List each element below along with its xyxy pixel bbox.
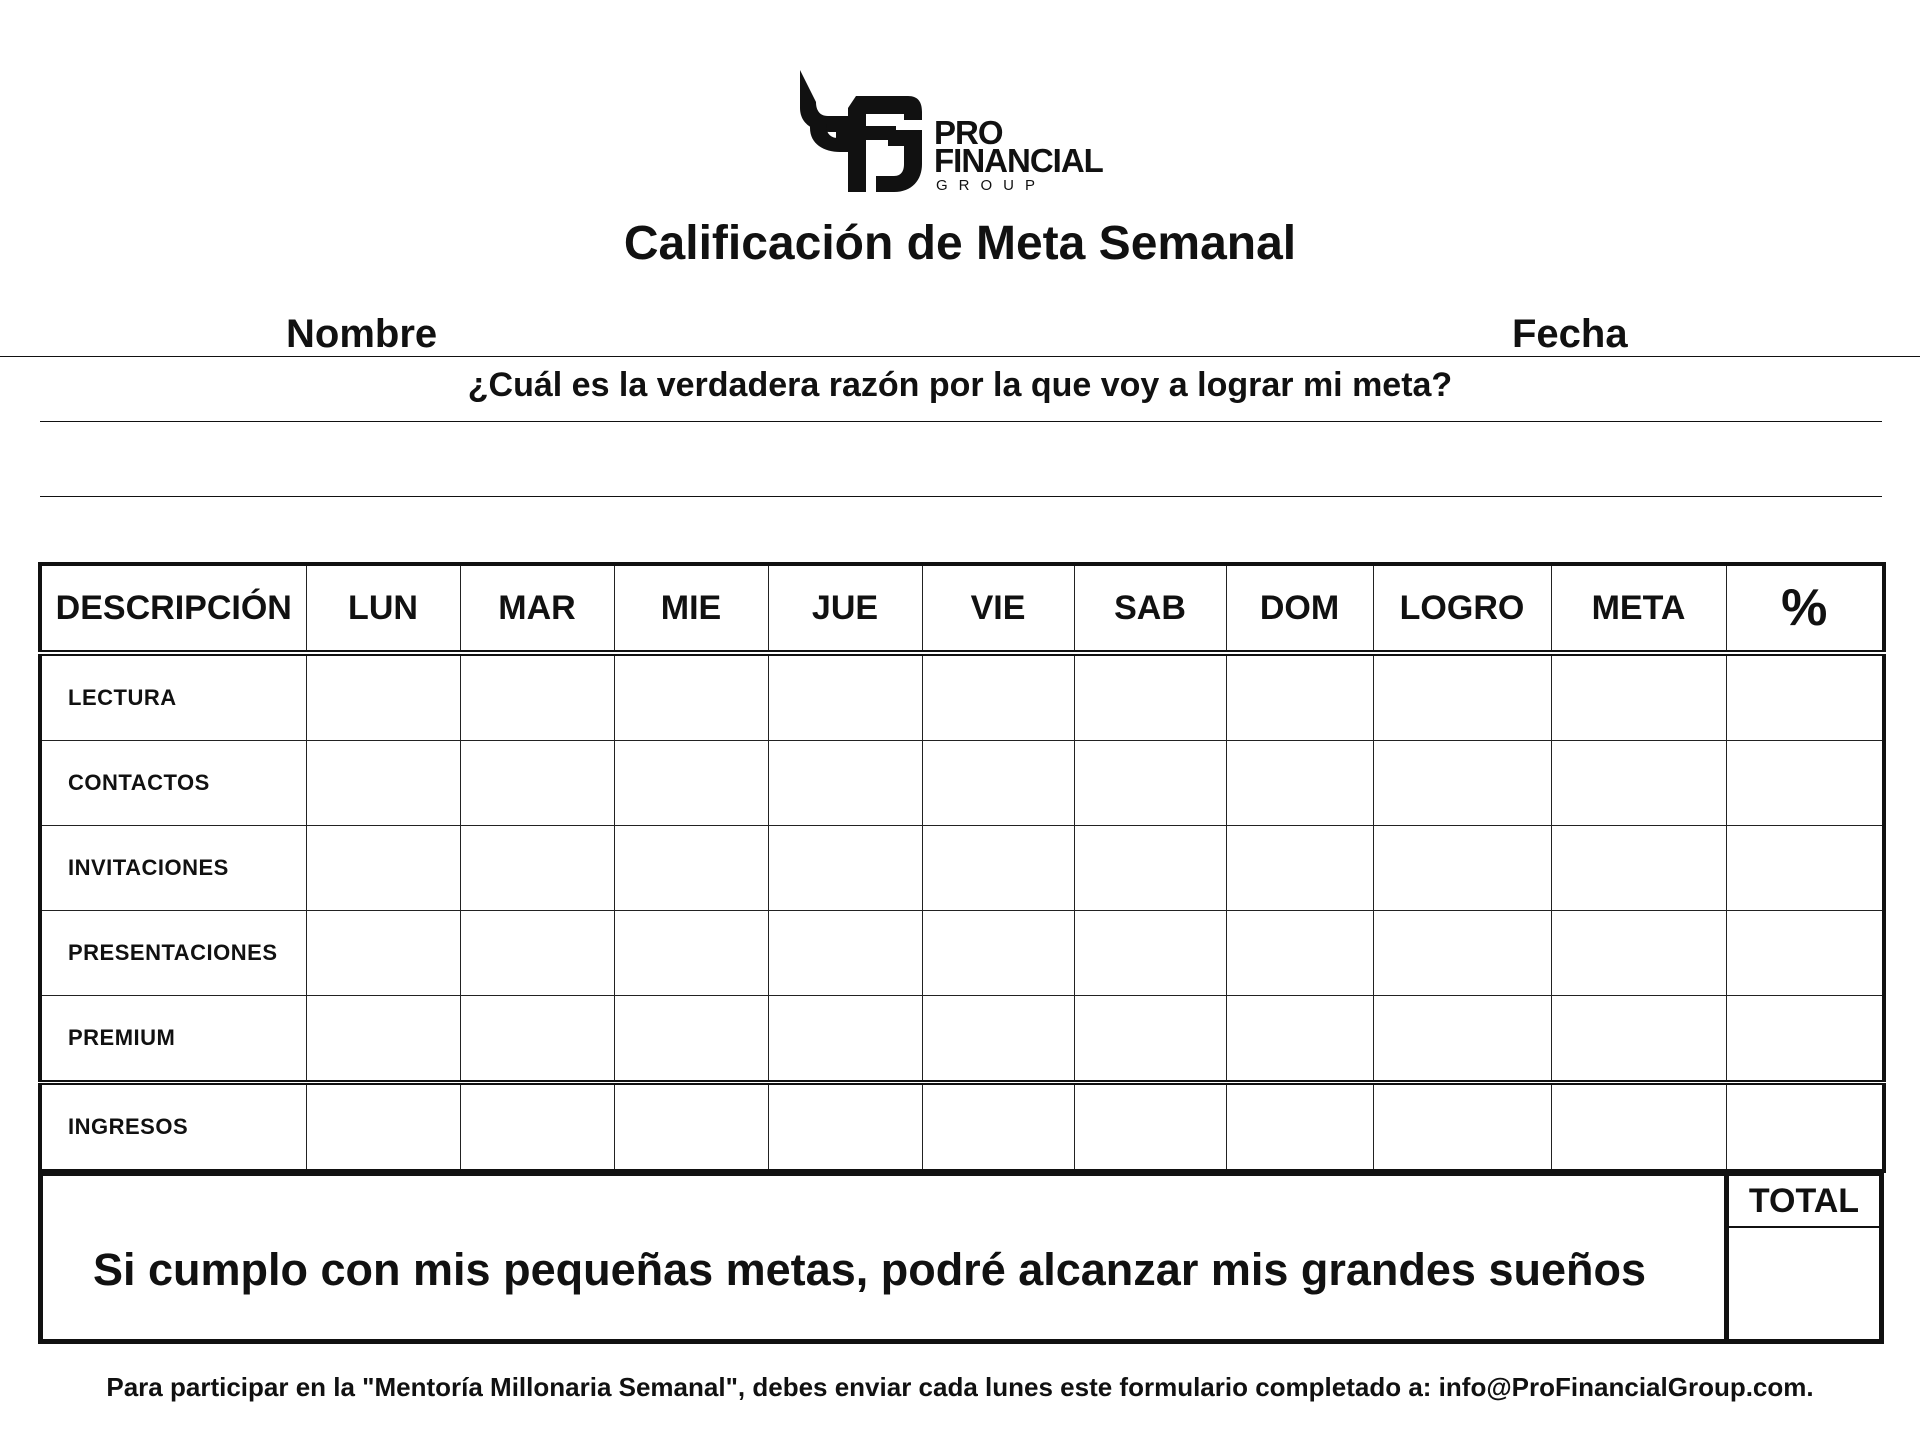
header-mie: MIE (614, 564, 768, 653)
header-mar: MAR (460, 564, 614, 653)
row-label-presentaciones: PRESENTACIONES (40, 911, 306, 996)
table-cell[interactable] (1074, 826, 1226, 911)
table-cell[interactable] (1074, 996, 1226, 1083)
page-title: Calificación de Meta Semanal (623, 217, 1297, 270)
table-cell[interactable] (1551, 826, 1726, 911)
table-row (40, 911, 1884, 996)
table-cell[interactable] (922, 653, 1074, 741)
brand-line-2: FINANCIAL (934, 142, 1103, 179)
row-label-premium: PREMIUM (40, 996, 306, 1083)
table-cell[interactable] (922, 826, 1074, 911)
table-cell[interactable] (1226, 653, 1373, 741)
answer-line-2[interactable] (40, 496, 1882, 497)
question-text: ¿Cuál es la verdadera razón por la que voy a lograr mi meta? (467, 366, 1453, 404)
table-cell[interactable] (1226, 1083, 1373, 1172)
table-cell[interactable] (1373, 741, 1551, 826)
table-row (40, 996, 1884, 1083)
table-cell[interactable] (306, 996, 460, 1083)
name-date-line[interactable] (0, 356, 1920, 357)
header-dom: DOM (1226, 564, 1373, 653)
header-percent: % (1726, 564, 1884, 653)
table-cell[interactable] (614, 1083, 768, 1172)
table-cell[interactable] (306, 741, 460, 826)
table-cell[interactable] (614, 996, 768, 1083)
row-label-contactos: CONTACTOS (40, 741, 306, 826)
table-cell[interactable] (1074, 1083, 1226, 1172)
table-cell[interactable] (768, 911, 922, 996)
row-label-lectura: LECTURA (40, 653, 306, 741)
table-cell[interactable] (922, 911, 1074, 996)
table-cell[interactable] (460, 741, 614, 826)
table-cell[interactable] (768, 653, 922, 741)
table-cell[interactable] (922, 996, 1074, 1083)
logo (796, 68, 1126, 198)
brand-line-3: GROUP (936, 177, 1047, 194)
total-label: TOTAL (1729, 1176, 1879, 1228)
table-row (40, 653, 1884, 741)
table-cell[interactable] (1373, 996, 1551, 1083)
table-cell[interactable] (1726, 741, 1884, 826)
table-cell[interactable] (460, 996, 614, 1083)
table-cell[interactable] (306, 826, 460, 911)
header-meta: META (1551, 564, 1726, 653)
table-cell[interactable] (1726, 1083, 1884, 1172)
table-cell[interactable] (1373, 1083, 1551, 1172)
table-cell[interactable] (1551, 741, 1726, 826)
table-cell[interactable] (306, 653, 460, 741)
table-cell[interactable] (922, 1083, 1074, 1172)
table-cell[interactable] (1551, 996, 1726, 1083)
table-cell[interactable] (306, 1083, 460, 1172)
table-row (40, 741, 1884, 826)
table-cell[interactable] (614, 653, 768, 741)
table-cell[interactable] (1373, 826, 1551, 911)
row-label-ingresos: INGRESOS (40, 1083, 306, 1172)
fecha-label: Fecha (1512, 312, 1628, 356)
table-cell[interactable] (1226, 741, 1373, 826)
table-cell[interactable] (1726, 653, 1884, 741)
table-cell[interactable] (460, 826, 614, 911)
table-cell[interactable] (1551, 653, 1726, 741)
table-cell[interactable] (1074, 653, 1226, 741)
footer-note: Para participar en la "Mentoría Millonaria Semanal", debes enviar cada lunes este formulario completado a: info@ProFinancialGroup.com. (106, 1372, 1814, 1402)
table-cell[interactable] (1726, 826, 1884, 911)
table-row (40, 1083, 1884, 1172)
table-cell[interactable] (614, 826, 768, 911)
table-cell[interactable] (460, 1083, 614, 1172)
table-cell[interactable] (1726, 911, 1884, 996)
header-sab: SAB (1074, 564, 1226, 653)
table-cell[interactable] (768, 996, 922, 1083)
row-label-invitaciones: INVITACIONES (40, 826, 306, 911)
goal-table (38, 562, 1886, 1173)
header-lun: LUN (306, 564, 460, 653)
table-cell[interactable] (1551, 1083, 1726, 1172)
table-header-row (40, 564, 1884, 653)
answer-line-1[interactable] (40, 421, 1882, 422)
motto-text: Si cumplo con mis pequeñas metas, podré alcanzar mis grandes sueños (93, 1244, 1646, 1295)
header-jue: JUE (768, 564, 922, 653)
header-logro: LOGRO (1373, 564, 1551, 653)
motto-box (38, 1170, 1884, 1344)
table-cell[interactable] (1074, 741, 1226, 826)
table-cell[interactable] (460, 653, 614, 741)
logo-mark-icon (796, 68, 926, 193)
table-row (40, 826, 1884, 911)
table-cell[interactable] (614, 741, 768, 826)
table-cell[interactable] (1074, 911, 1226, 996)
table-cell[interactable] (922, 741, 1074, 826)
table-cell[interactable] (1226, 911, 1373, 996)
header-descripcion: DESCRIPCIÓN (40, 564, 306, 653)
table-cell[interactable] (1726, 996, 1884, 1083)
table-cell[interactable] (614, 911, 768, 996)
table-cell[interactable] (768, 1083, 922, 1172)
table-cell[interactable] (768, 741, 922, 826)
table-cell[interactable] (768, 826, 922, 911)
header-vie: VIE (922, 564, 1074, 653)
table-cell[interactable] (1551, 911, 1726, 996)
table-cell[interactable] (1226, 996, 1373, 1083)
table-cell[interactable] (306, 911, 460, 996)
brand-line-1: PRO (934, 114, 1003, 151)
total-box[interactable] (1724, 1176, 1879, 1339)
nombre-label: Nombre (286, 312, 438, 356)
table-cell[interactable] (1226, 826, 1373, 911)
table-cell[interactable] (460, 911, 614, 996)
table-cell[interactable] (1373, 653, 1551, 741)
table-cell[interactable] (1373, 911, 1551, 996)
